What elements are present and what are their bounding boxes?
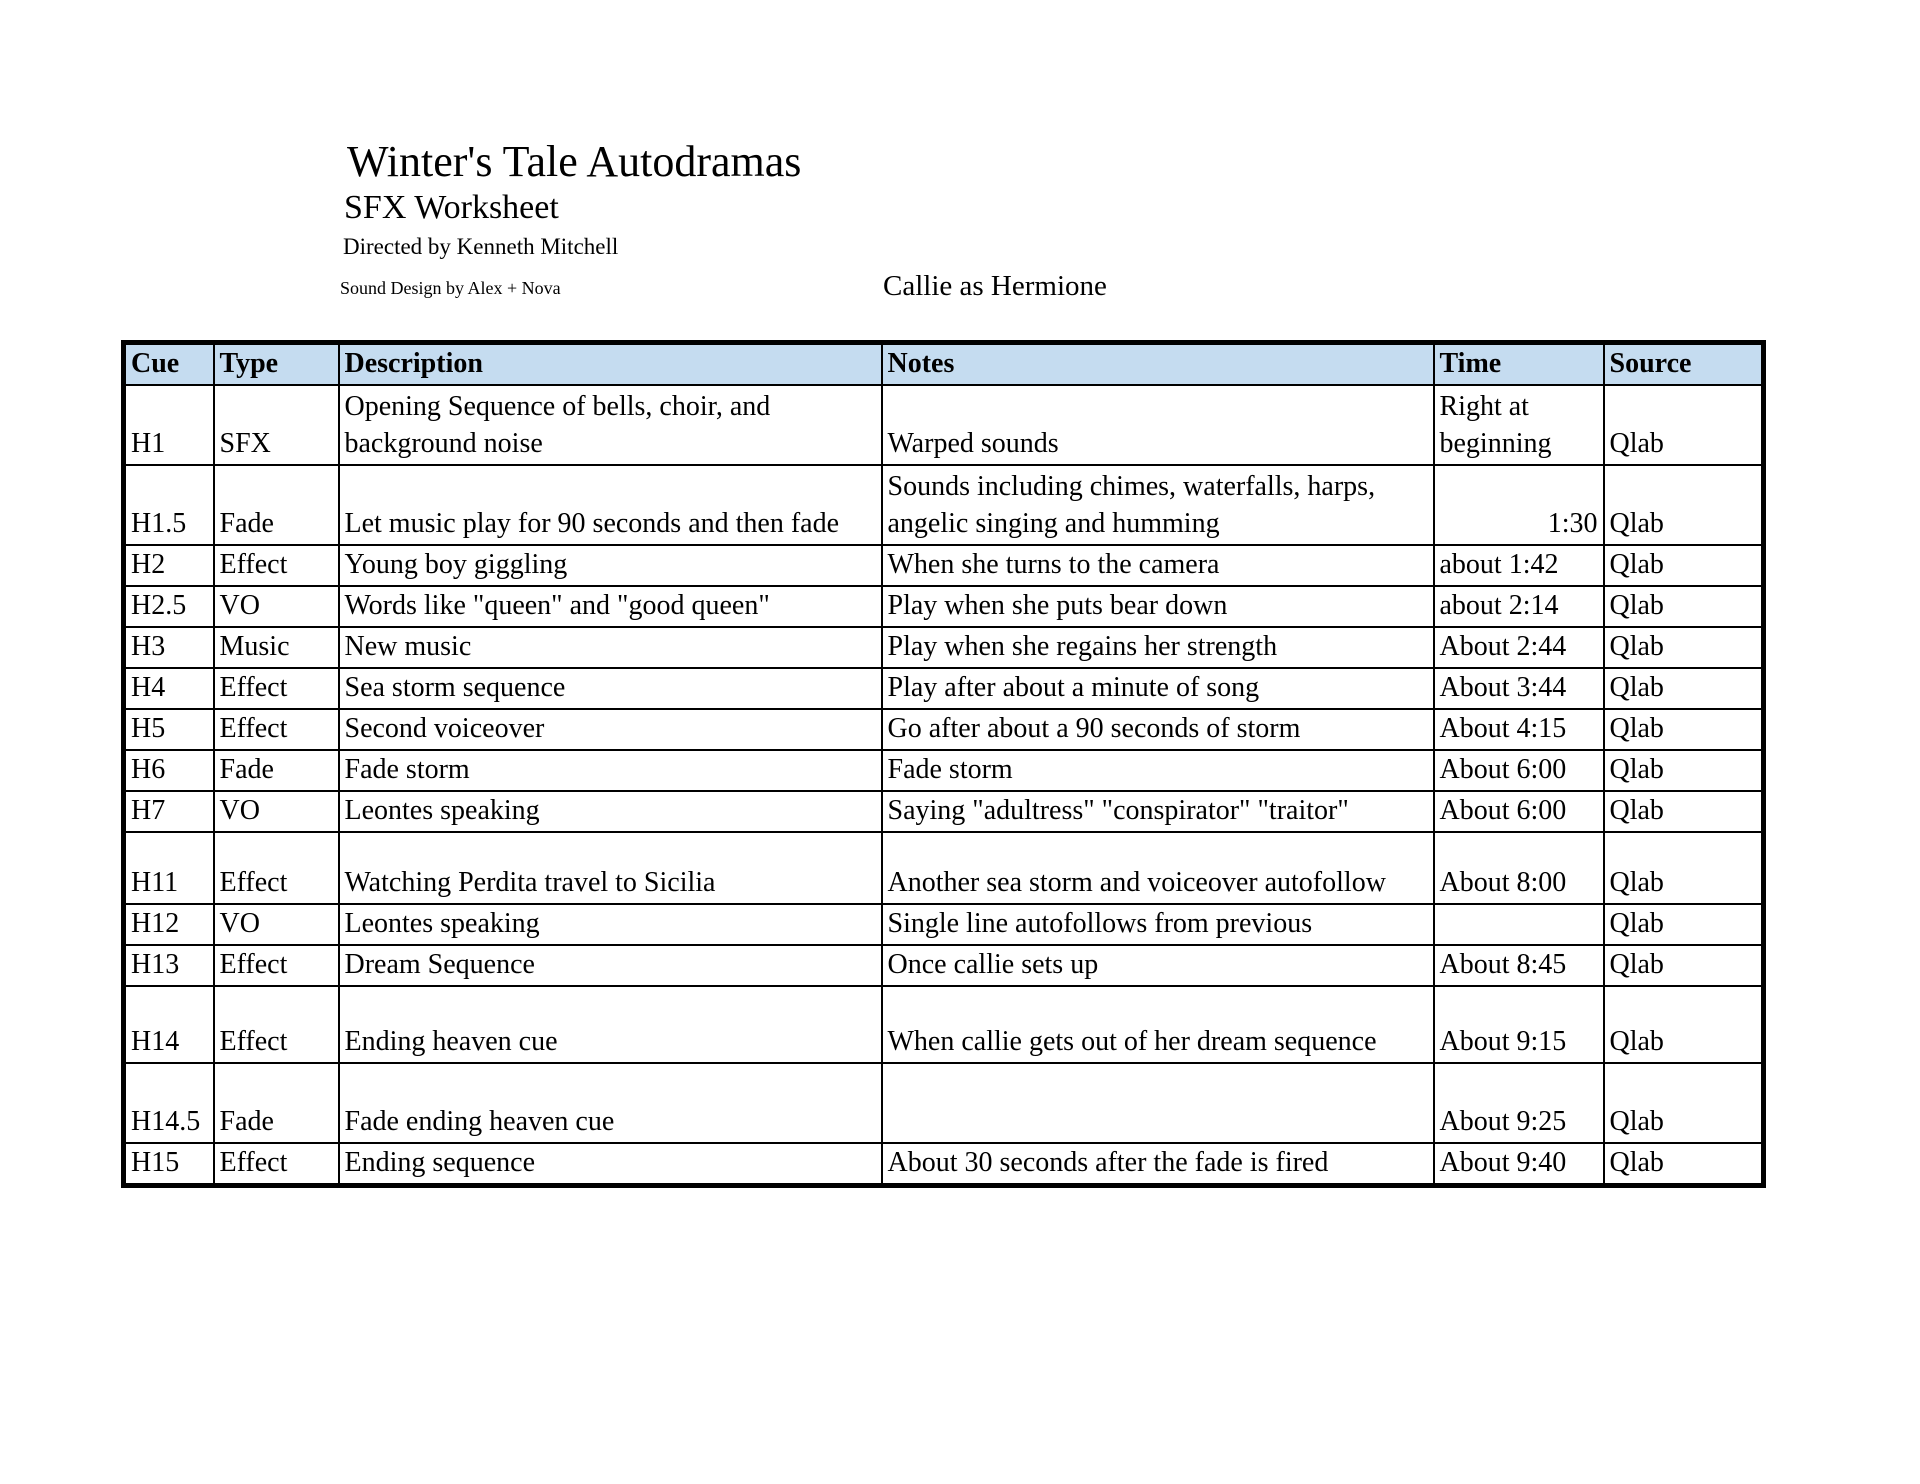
cell-source: Qlab bbox=[1604, 1143, 1764, 1186]
cell-time: About 6:00 bbox=[1434, 791, 1604, 832]
cell-notes: When she turns to the camera bbox=[882, 545, 1434, 586]
cell-notes: About 30 seconds after the fade is fired bbox=[882, 1143, 1434, 1186]
table-row bbox=[124, 1063, 1764, 1143]
column-header-notes: Notes bbox=[882, 343, 1434, 386]
cell-description: Fade storm bbox=[339, 750, 882, 791]
cell-source: Qlab bbox=[1604, 709, 1764, 750]
table-row bbox=[124, 832, 1764, 904]
cell-cue: H6 bbox=[124, 750, 214, 791]
table-row bbox=[124, 709, 1764, 750]
table-row bbox=[124, 545, 1764, 586]
cell-cue: H1.5 bbox=[124, 465, 214, 545]
cell-type: Effect bbox=[214, 945, 339, 986]
page-title: Winter's Tale Autodramas bbox=[347, 137, 802, 186]
table-row bbox=[124, 1143, 1764, 1186]
cell-description: Leontes speaking bbox=[339, 791, 882, 832]
cell-type: SFX bbox=[214, 385, 339, 465]
cell-source: Qlab bbox=[1604, 791, 1764, 832]
cell-description: Dream Sequence bbox=[339, 945, 882, 986]
cell-time: 1:30 bbox=[1434, 465, 1604, 545]
table-header-row bbox=[124, 343, 1764, 386]
cell-description: Let music play for 90 seconds and then fade bbox=[339, 465, 882, 545]
cell-notes: Saying "adultress" "conspirator" "traitor" bbox=[882, 791, 1434, 832]
cell-type: VO bbox=[214, 904, 339, 945]
cell-cue: H12 bbox=[124, 904, 214, 945]
cell-type: Fade bbox=[214, 465, 339, 545]
director-credit: Directed by Kenneth Mitchell bbox=[343, 234, 619, 259]
cell-notes: Once callie sets up bbox=[882, 945, 1434, 986]
cell-type: Effect bbox=[214, 709, 339, 750]
cell-cue: H14 bbox=[124, 986, 214, 1063]
cell-cue: H13 bbox=[124, 945, 214, 986]
cell-source: Qlab bbox=[1604, 904, 1764, 945]
cell-cue: H11 bbox=[124, 832, 214, 904]
actor-role: Callie as Hermione bbox=[883, 270, 1107, 302]
cell-type: Effect bbox=[214, 1143, 339, 1186]
cell-type: Effect bbox=[214, 986, 339, 1063]
column-header-description: Description bbox=[339, 343, 882, 386]
cell-description: Young boy giggling bbox=[339, 545, 882, 586]
cell-cue: H4 bbox=[124, 668, 214, 709]
cell-time: About 9:15 bbox=[1434, 986, 1604, 1063]
cell-type: VO bbox=[214, 586, 339, 627]
cell-description: Ending sequence bbox=[339, 1143, 882, 1186]
cell-description: Opening Sequence of bells, choir, and background noise bbox=[339, 385, 882, 465]
cell-cue: H1 bbox=[124, 385, 214, 465]
cell-source: Qlab bbox=[1604, 986, 1764, 1063]
cell-source: Qlab bbox=[1604, 750, 1764, 791]
worksheet-header bbox=[0, 0, 1920, 320]
cell-time: Right at beginning bbox=[1434, 385, 1604, 465]
cell-time: About 2:44 bbox=[1434, 627, 1604, 668]
cell-notes bbox=[882, 1063, 1434, 1143]
cell-time: About 3:44 bbox=[1434, 668, 1604, 709]
cell-source: Qlab bbox=[1604, 1063, 1764, 1143]
cell-cue: H5 bbox=[124, 709, 214, 750]
cell-time: About 6:00 bbox=[1434, 750, 1604, 791]
cell-description: Fade ending heaven cue bbox=[339, 1063, 882, 1143]
cell-cue: H14.5 bbox=[124, 1063, 214, 1143]
cell-notes: Single line autofollows from previous bbox=[882, 904, 1434, 945]
cell-description: New music bbox=[339, 627, 882, 668]
cell-description: Ending heaven cue bbox=[339, 986, 882, 1063]
cell-time: About 9:25 bbox=[1434, 1063, 1604, 1143]
cell-time: About 9:40 bbox=[1434, 1143, 1604, 1186]
cell-type: Effect bbox=[214, 668, 339, 709]
cell-cue: H2.5 bbox=[124, 586, 214, 627]
cell-time: about 2:14 bbox=[1434, 586, 1604, 627]
cell-type: Effect bbox=[214, 832, 339, 904]
column-header-cue: Cue bbox=[124, 343, 214, 386]
cell-notes: Play when she puts bear down bbox=[882, 586, 1434, 627]
cell-source: Qlab bbox=[1604, 668, 1764, 709]
cell-notes: Play after about a minute of song bbox=[882, 668, 1434, 709]
table-row bbox=[124, 465, 1764, 545]
sound-design-credit: Sound Design by Alex + Nova bbox=[340, 278, 561, 298]
cell-time: About 8:45 bbox=[1434, 945, 1604, 986]
cell-cue: H7 bbox=[124, 791, 214, 832]
cell-source: Qlab bbox=[1604, 545, 1764, 586]
cell-notes: Play when she regains her strength bbox=[882, 627, 1434, 668]
cell-type: Fade bbox=[214, 1063, 339, 1143]
cell-type: Fade bbox=[214, 750, 339, 791]
cell-time: About 8:00 bbox=[1434, 832, 1604, 904]
cell-description: Watching Perdita travel to Sicilia bbox=[339, 832, 882, 904]
cell-description: Second voiceover bbox=[339, 709, 882, 750]
cell-source: Qlab bbox=[1604, 945, 1764, 986]
table-row bbox=[124, 750, 1764, 791]
table-row bbox=[124, 586, 1764, 627]
table-row bbox=[124, 986, 1764, 1063]
page-subtitle: SFX Worksheet bbox=[344, 189, 559, 226]
cell-time: about 1:42 bbox=[1434, 545, 1604, 586]
cell-notes: Sounds including chimes, waterfalls, harps, angelic singing and humming bbox=[882, 465, 1434, 545]
cue-table bbox=[121, 340, 1766, 1188]
cell-notes: Go after about a 90 seconds of storm bbox=[882, 709, 1434, 750]
table-row bbox=[124, 385, 1764, 465]
cell-notes: Warped sounds bbox=[882, 385, 1434, 465]
cell-source: Qlab bbox=[1604, 385, 1764, 465]
cell-cue: H15 bbox=[124, 1143, 214, 1186]
cell-time: About 4:15 bbox=[1434, 709, 1604, 750]
cell-source: Qlab bbox=[1604, 832, 1764, 904]
table-row bbox=[124, 627, 1764, 668]
cell-time bbox=[1434, 904, 1604, 945]
cell-description: Leontes speaking bbox=[339, 904, 882, 945]
table-row bbox=[124, 791, 1764, 832]
column-header-source: Source bbox=[1604, 343, 1764, 386]
cell-type: Music bbox=[214, 627, 339, 668]
cell-description: Words like "queen" and "good queen" bbox=[339, 586, 882, 627]
cell-source: Qlab bbox=[1604, 627, 1764, 668]
cell-source: Qlab bbox=[1604, 586, 1764, 627]
table-row bbox=[124, 945, 1764, 986]
cell-type: Effect bbox=[214, 545, 339, 586]
cell-type: VO bbox=[214, 791, 339, 832]
cell-notes: Fade storm bbox=[882, 750, 1434, 791]
cell-notes: When callie gets out of her dream sequence bbox=[882, 986, 1434, 1063]
cell-cue: H3 bbox=[124, 627, 214, 668]
column-header-type: Type bbox=[214, 343, 339, 386]
cell-description: Sea storm sequence bbox=[339, 668, 882, 709]
cell-cue: H2 bbox=[124, 545, 214, 586]
table-row bbox=[124, 668, 1764, 709]
column-header-time: Time bbox=[1434, 343, 1604, 386]
cell-source: Qlab bbox=[1604, 465, 1764, 545]
cell-notes: Another sea storm and voiceover autofollow bbox=[882, 832, 1434, 904]
table-row bbox=[124, 904, 1764, 945]
